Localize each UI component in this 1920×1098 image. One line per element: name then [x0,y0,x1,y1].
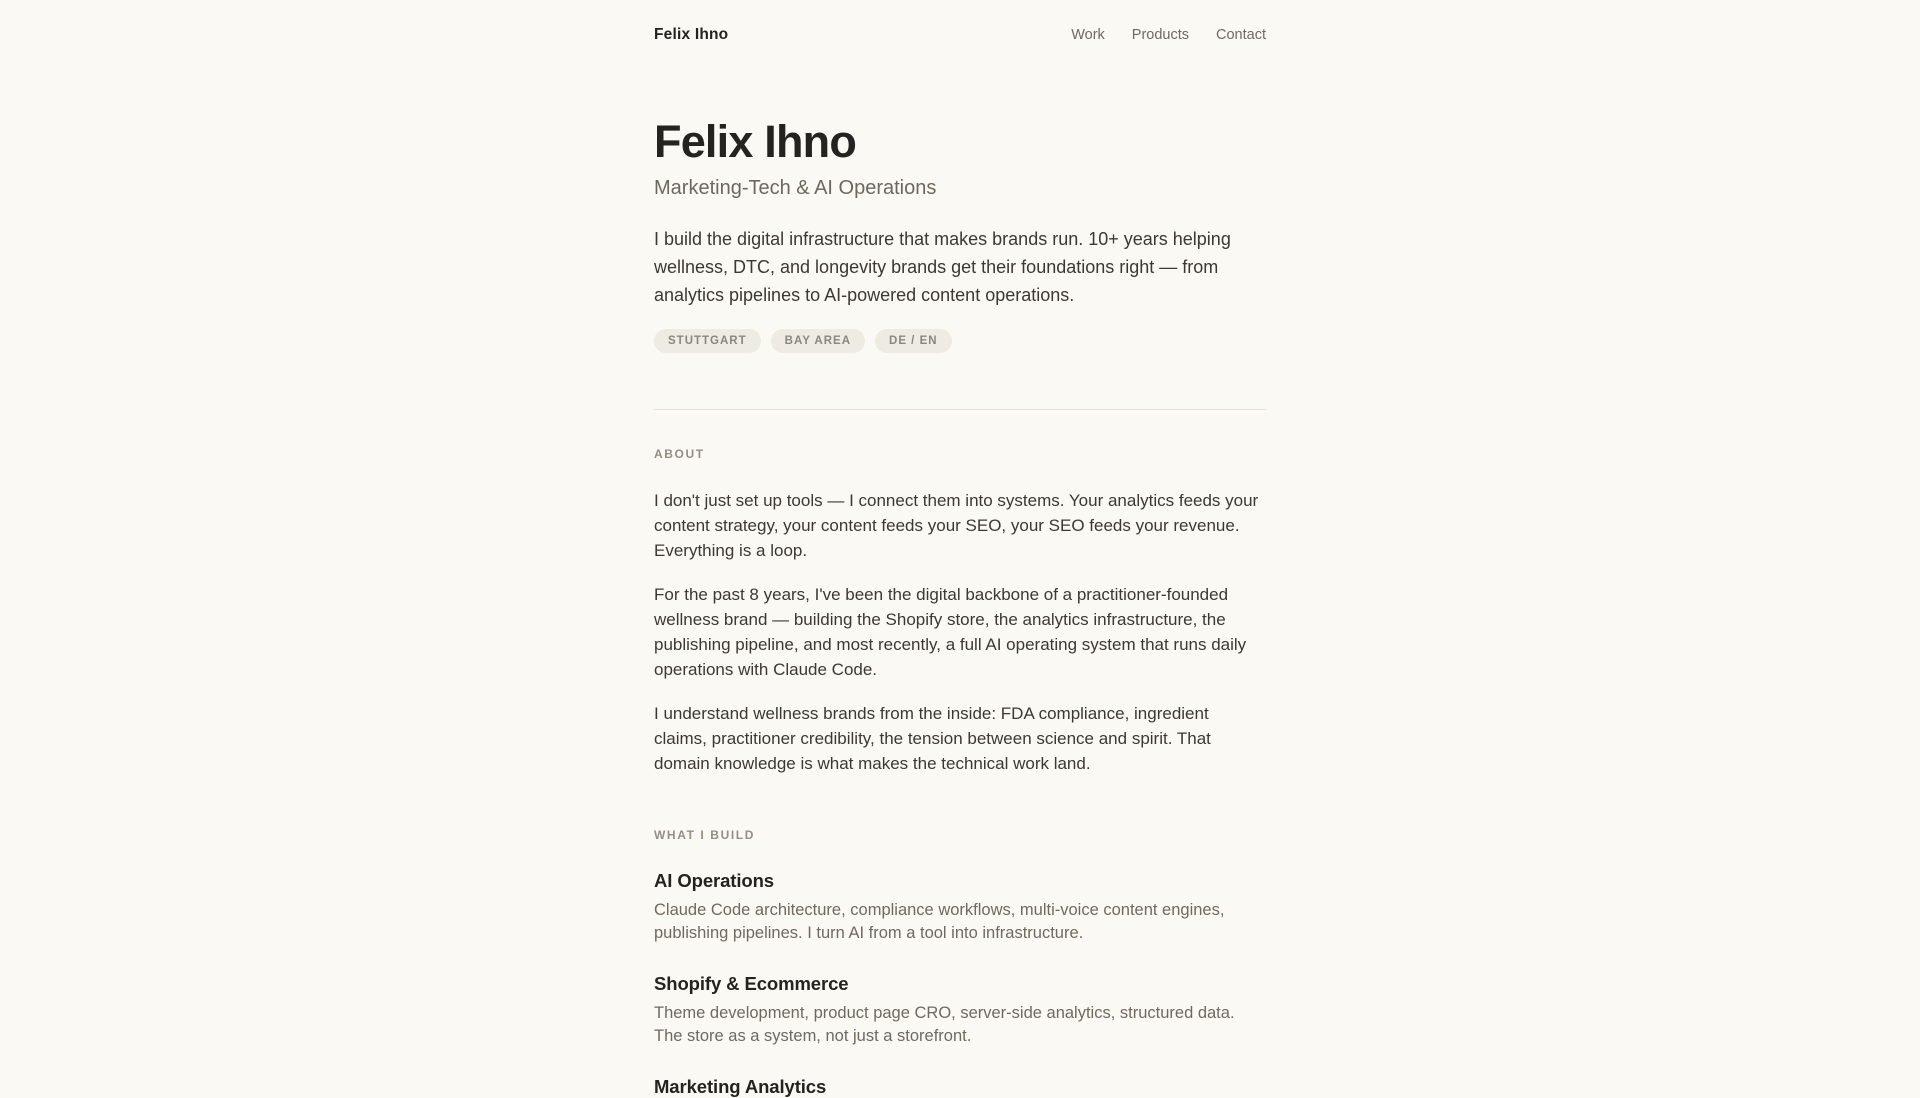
build-item-description: Theme development, product page CRO, server-side analytics, structured data. The store as a system, not just a storefront. [654,1003,1235,1046]
nav-link-work[interactable]: Work [1071,27,1105,43]
intro-paragraph: I build the digital infrastructure that makes brands run. 10+ years helping wellness, DTC, and longevity brands get their foundations right — from analytics pipelines to AI-powered content operations. [654,228,1231,305]
page-title: Felix Ihno [654,116,857,167]
nav-link-contact[interactable]: Contact [1216,27,1266,43]
about-paragraph: I don't just set up tools — I connect them into systems. Your analytics feeds your content strategy, your content feeds your SEO, your SEO feeds your revenue. Everything is a loop. [654,490,1259,560]
about-paragraph: For the past 8 years, I've been the digital backbone of a practitioner-founded wellness brand — building the Shopify store, the analytics infrastructure, the publishing pipeline, and most recently, a full AI operating system that runs daily operations with Claude Code. [654,584,1247,679]
what-i-build-section [654,828,1266,1098]
about-section [654,447,1266,776]
page-container [654,0,1266,1098]
section-divider [654,409,1266,410]
location-badges [654,329,1266,353]
badge-languages: DE / EN [875,329,952,353]
build-item-marketing-analytics [654,1076,1266,1098]
hero-section [654,118,1266,353]
site-logo[interactable]: Felix Ihno [654,26,729,43]
build-item-description: Claude Code architecture, compliance workflows, multi-voice content engines, publishing pipelines. I turn AI from a tool into infrastructure. [654,900,1225,943]
page-subtitle: Marketing-Tech & AI Operations [654,176,937,199]
about-paragraph: I understand wellness brands from the inside: FDA compliance, ingredient claims, practitioner credibility, the tension between science and spirit. That domain knowledge is what makes the technical work land. [654,703,1211,773]
about-label: ABOUT [654,446,705,461]
build-item-ai-operations [654,870,1266,946]
site-header [654,0,1266,44]
main-nav [1071,27,1266,43]
badge-bay-area: BAY AREA [771,329,865,353]
build-item-shopify-ecommerce [654,973,1266,1049]
nav-link-products[interactable]: Products [1131,27,1190,43]
build-item-title: Shopify & Ecommerce [654,972,849,994]
what-i-build-label: WHAT I BUILD [654,827,755,842]
build-item-title: Marketing Analytics [654,1075,827,1097]
badge-stuttgart: STUTTGART [654,329,761,353]
build-item-title: AI Operations [654,869,774,891]
